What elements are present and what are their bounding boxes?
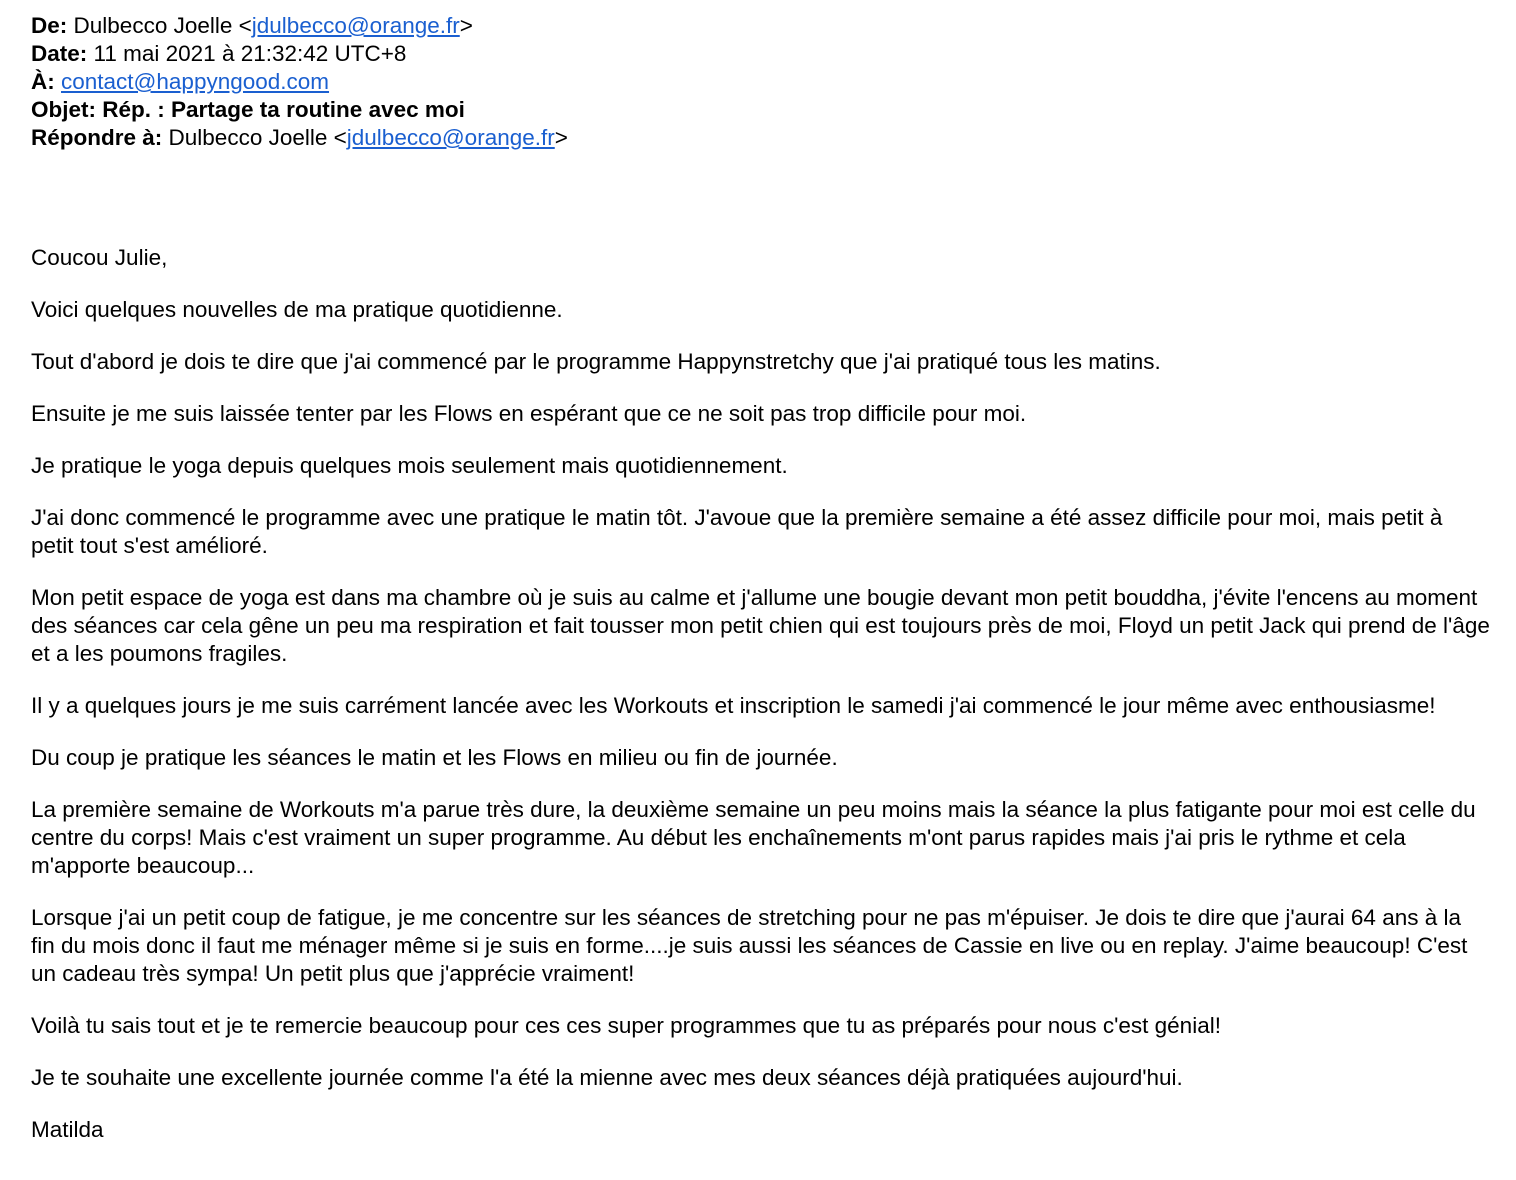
- from-line: [31, 12, 1501, 40]
- body-paragraph: Coucou Julie,: [31, 245, 168, 270]
- body-paragraph: Mon petit espace de yoga est dans ma chambre où je suis au calme et j'allume une bougie devant mon petit bouddha, j'évite l'encens au moment des séances car cela gêne un peu ma respiration et fait tousser mon petit chien qui est toujours près de moi, Floyd un petit Jack qui prend de l'âge et a les poumons fragiles.: [31, 585, 1490, 666]
- date-line: [31, 40, 1501, 68]
- to-email-link[interactable]: contact@happyngood.com: [61, 69, 330, 94]
- from-email-link[interactable]: jdulbecco@orange.fr: [251, 13, 460, 38]
- reply-to-email-link[interactable]: jdulbecco@orange.fr: [346, 125, 555, 150]
- reply-to-line: [31, 124, 1501, 152]
- body-paragraph: Voici quelques nouvelles de ma pratique quotidienne.: [31, 297, 563, 322]
- from-label: De:: [31, 13, 68, 38]
- date-label: Date:: [31, 41, 88, 66]
- body-paragraph: Je te souhaite une excellente journée comme l'a été la mienne avec mes deux séances déjà pratiquées aujourd'hui.: [31, 1065, 1183, 1090]
- reply-to-label: Répondre à:: [31, 125, 163, 150]
- reply-to-name: Dulbecco Joelle: [168, 125, 328, 150]
- body-paragraph: Lorsque j'ai un petit coup de fatigue, je me concentre sur les séances de stretching pour ne pas m'épuiser. Je dois te dire que j'aurai 64 ans à la fin du mois donc il faut me ménager même si je suis en forme....je suis aussi les séances de Cassie en live ou en replay. J'aime beaucoup! C'est un cadeau très sympa! Un petit plus que j'apprécie vraiment!: [31, 905, 1468, 986]
- body-paragraph: Du coup je pratique les séances le matin et les Flows en milieu ou fin de journée.: [31, 745, 838, 770]
- to-line: [31, 68, 1501, 96]
- subject-line: [31, 96, 1501, 124]
- email-headers: [31, 12, 1501, 152]
- from-name: Dulbecco Joelle: [73, 13, 233, 38]
- reply-to-bracket-open: <: [333, 125, 347, 150]
- body-paragraph: Il y a quelques jours je me suis carrément lancée avec les Workouts et inscription le samedi j'ai commencé le jour même avec enthousiasme!: [31, 693, 1436, 718]
- from-bracket-open: <: [238, 13, 252, 38]
- body-paragraph: La première semaine de Workouts m'a parue très dure, la deuxième semaine un peu moins mais la séance la plus fatigante pour moi est celle du centre du corps! Mais c'est vraiment un super programme. Au début les enchaînements m'ont parus rapides mais j'ai pris le rythme et cela m'apporte beaucoup...: [31, 797, 1476, 878]
- email-body: [31, 244, 1501, 1144]
- body-paragraph: Tout d'abord je dois te dire que j'ai commencé par le programme Happynstretchy que j'ai pratiqué tous les matins.: [31, 349, 1161, 374]
- from-bracket-close: >: [459, 13, 473, 38]
- body-paragraph: Voilà tu sais tout et je te remercie beaucoup pour ces ces super programmes que tu as préparés pour nous c'est génial!: [31, 1013, 1221, 1038]
- reply-to-bracket-close: >: [554, 125, 568, 150]
- body-paragraph: Ensuite je me suis laissée tenter par les Flows en espérant que ce ne soit pas trop difficile pour moi.: [31, 401, 1027, 426]
- date-value: 11 mai 2021 à 21:32:42 UTC+8: [93, 41, 407, 66]
- to-label: À:: [31, 69, 55, 94]
- subject-value: Rép. : Partage ta routine avec moi: [102, 97, 465, 122]
- signature: Matilda: [31, 1117, 104, 1142]
- body-paragraph: J'ai donc commencé le programme avec une pratique le matin tôt. J'avoue que la première semaine a été assez difficile pour moi, mais petit à petit tout s'est amélioré.: [31, 505, 1443, 558]
- subject-label: Objet:: [31, 97, 96, 122]
- body-paragraph: Je pratique le yoga depuis quelques mois seulement mais quotidiennement.: [31, 453, 788, 478]
